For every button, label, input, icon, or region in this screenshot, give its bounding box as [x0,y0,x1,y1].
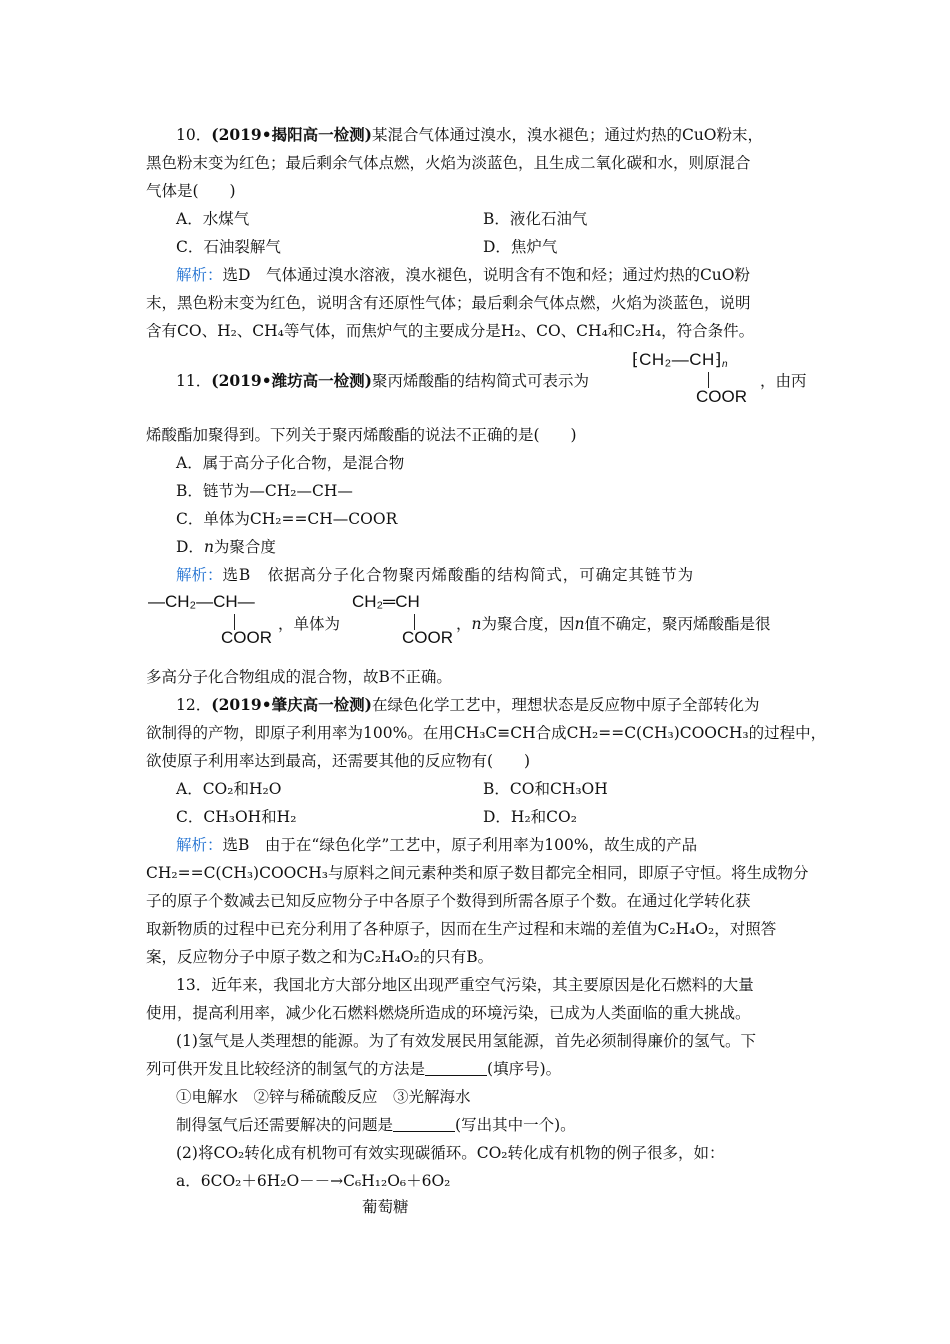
q13-stem-line-1: 13．近年来，我国北方大部分地区出现严重空气污染，其主要原因是化石燃料的大量 [176,976,754,994]
q10-option-b: B．液化石油气 [483,210,588,228]
q10-option-d: D．焦炉气 [483,238,558,256]
q11-source: (2019•潍坊高一检测) [211,371,372,390]
analysis-label: 解析： [176,836,223,854]
q13-part1-line-1: (1)氢气是人类理想的能源。为了有效发展民用氢能源，首先必须制得廉价的氢气。下 [176,1032,756,1050]
q10-option-a: A．水煤气 [176,210,250,228]
q12-option-c: C．CH₃OH和H₂ [176,808,297,826]
q10-option-c: C．石油裂解气 [176,238,281,256]
q13-part1-options: ①电解水 ②锌与稀硫酸反应 ③光解海水 [176,1088,471,1106]
q12-analysis-line-4: 取新物质的过程中已充分利用了各种原子，因而在生产过程和末端的差值为C₂H₄O₂，对照答 [146,920,777,938]
q12-analysis-line-2: CH₂==C(CH₃)COOCH₃与原料之间元素种类和原子数目都完全相同，即原子守恒。将生成物分 [146,864,809,882]
q12-stem-line-2: 欲制得的产物，即原子利用率为100%。在用CH₃C≡CH合成CH₂==C(CH₃)COOCH₃的过程中， [146,724,827,742]
q10-analysis-line-1: 解析：选D 气体通过溴水溶液，溴水褪色，说明含有不饱和烃；通过灼热的CuO粉 [176,266,750,284]
q11-analysis-line-3: 多高分子化合物组成的混合物，故B不正确。 [146,668,452,686]
q13-equation-a: a．6CO₂＋6H₂O－－→C₆H₁₂O₆＋6O₂ [176,1172,451,1190]
q10-stem-line-3: 气体是( ) [146,182,236,200]
answer-blank[interactable] [393,1117,455,1132]
q11-analysis-line-1: 解析：选B 依据高分子化合物聚丙烯酸酯的结构简式，可确定其链节为 [176,566,695,584]
answer-blank[interactable] [425,1061,487,1076]
q13-part1-line-3: 制得氢气后还需要解决的问题是 (写出其中一个)。 [176,1116,576,1134]
analysis-label: 解析： [176,266,223,284]
q11-option-d: D．n为聚合度 [176,538,276,556]
q12-analysis-line-5: 案，反应物分子中原子数之和为C₂H₄O₂的只有B。 [146,948,494,966]
q11-stem-line-1: 11．(2019•潍坊高一检测)聚丙烯酸酯的结构简式可表示为 [176,371,589,390]
q13-stem-line-2: 使用，提高利用率，减少化石燃料燃烧所造成的环境污染，已成为人类面临的重大挑战。 [146,1004,751,1022]
q10-stem-line-2: 黑色粉末变为红色；最后剩余气体点燃，火焰为淡蓝色，且生成二氧化碳和水，则原混合 [146,154,751,172]
q12-analysis-line-1: 解析：选B 由于在“绿色化学”工艺中，原子利用率为100%，故生成的产品 [176,836,698,854]
q11-option-b: B．链节为—CH₂—CH— [176,482,353,500]
glucose-label: 葡萄糖 [362,1198,409,1216]
monomer-formula: CH₂═CH COOR [352,592,453,647]
q12-option-d: D．H₂和CO₂ [483,808,577,826]
q12-stem-line-1: 12．(2019•肇庆高一检测)在绿色化学工艺中，理想状态是反应物中原子全部转化为 [176,695,760,714]
q12-option-a: A．CO₂和H₂O [176,780,282,798]
q10-stem-line-1: 10．(2019•揭阳高一检测)某混合气体通过溴水，溴水褪色；通过灼热的CuO粉末， [176,125,764,144]
q10-source: (2019•揭阳高一检测) [211,125,372,144]
q13-part2-line-1: (2)将CO₂转化成有机物可有效实现碳循环。CO₂转化成有机物的例子很多，如： [176,1144,725,1162]
q11-stem-line-1-end: ，由丙 [760,372,807,390]
q11-option-c: C．单体为CH₂==CH—COOR [176,510,398,528]
q12-stem-line-3: 欲使原子利用率达到最高，还需要其他的反应物有( ) [146,752,531,770]
q10-analysis-line-2: 末，黑色粉末变为红色，说明含有还原性气体；最后剩余气体点燃，火焰为淡蓝色，说明 [146,294,751,312]
q11-stem-line-2: 烯酸酯加聚得到。下列关于聚丙烯酸酯的说法不正确的是( ) [146,426,577,444]
q10-analysis-line-3: 含有CO、H₂、CH₄等气体，而焦炉气的主要成分是H₂、CO、CH₄和C₂H₄，符合条件。 [146,322,755,340]
chain-unit-formula: —CH₂—CH— COOR [148,592,272,647]
q11-option-a: A．属于高分子化合物，是混合物 [176,454,405,472]
q12-analysis-line-3: 子的原子个数减去已知反应物分子中各原子个数得到所需各原子个数。在通过化学转化获 [146,892,751,910]
q11-analysis-monomer-label: ，单体为 [278,615,341,633]
q12-option-b: B．CO和CH₃OH [483,780,608,798]
polymer-structure-formula: $⁅CH_2—CH⁆_n$ COOR [632,350,747,406]
q11-analysis-line-2-end: ，n为聚合度，因n值不确定，聚丙烯酸酯是很 [456,615,771,633]
analysis-label: 解析： [176,566,223,584]
q13-part1-line-2: 列可供开发且比较经济的制氢气的方法是 (填序号)。 [146,1060,562,1078]
q12-source: (2019•肇庆高一检测) [211,695,372,714]
